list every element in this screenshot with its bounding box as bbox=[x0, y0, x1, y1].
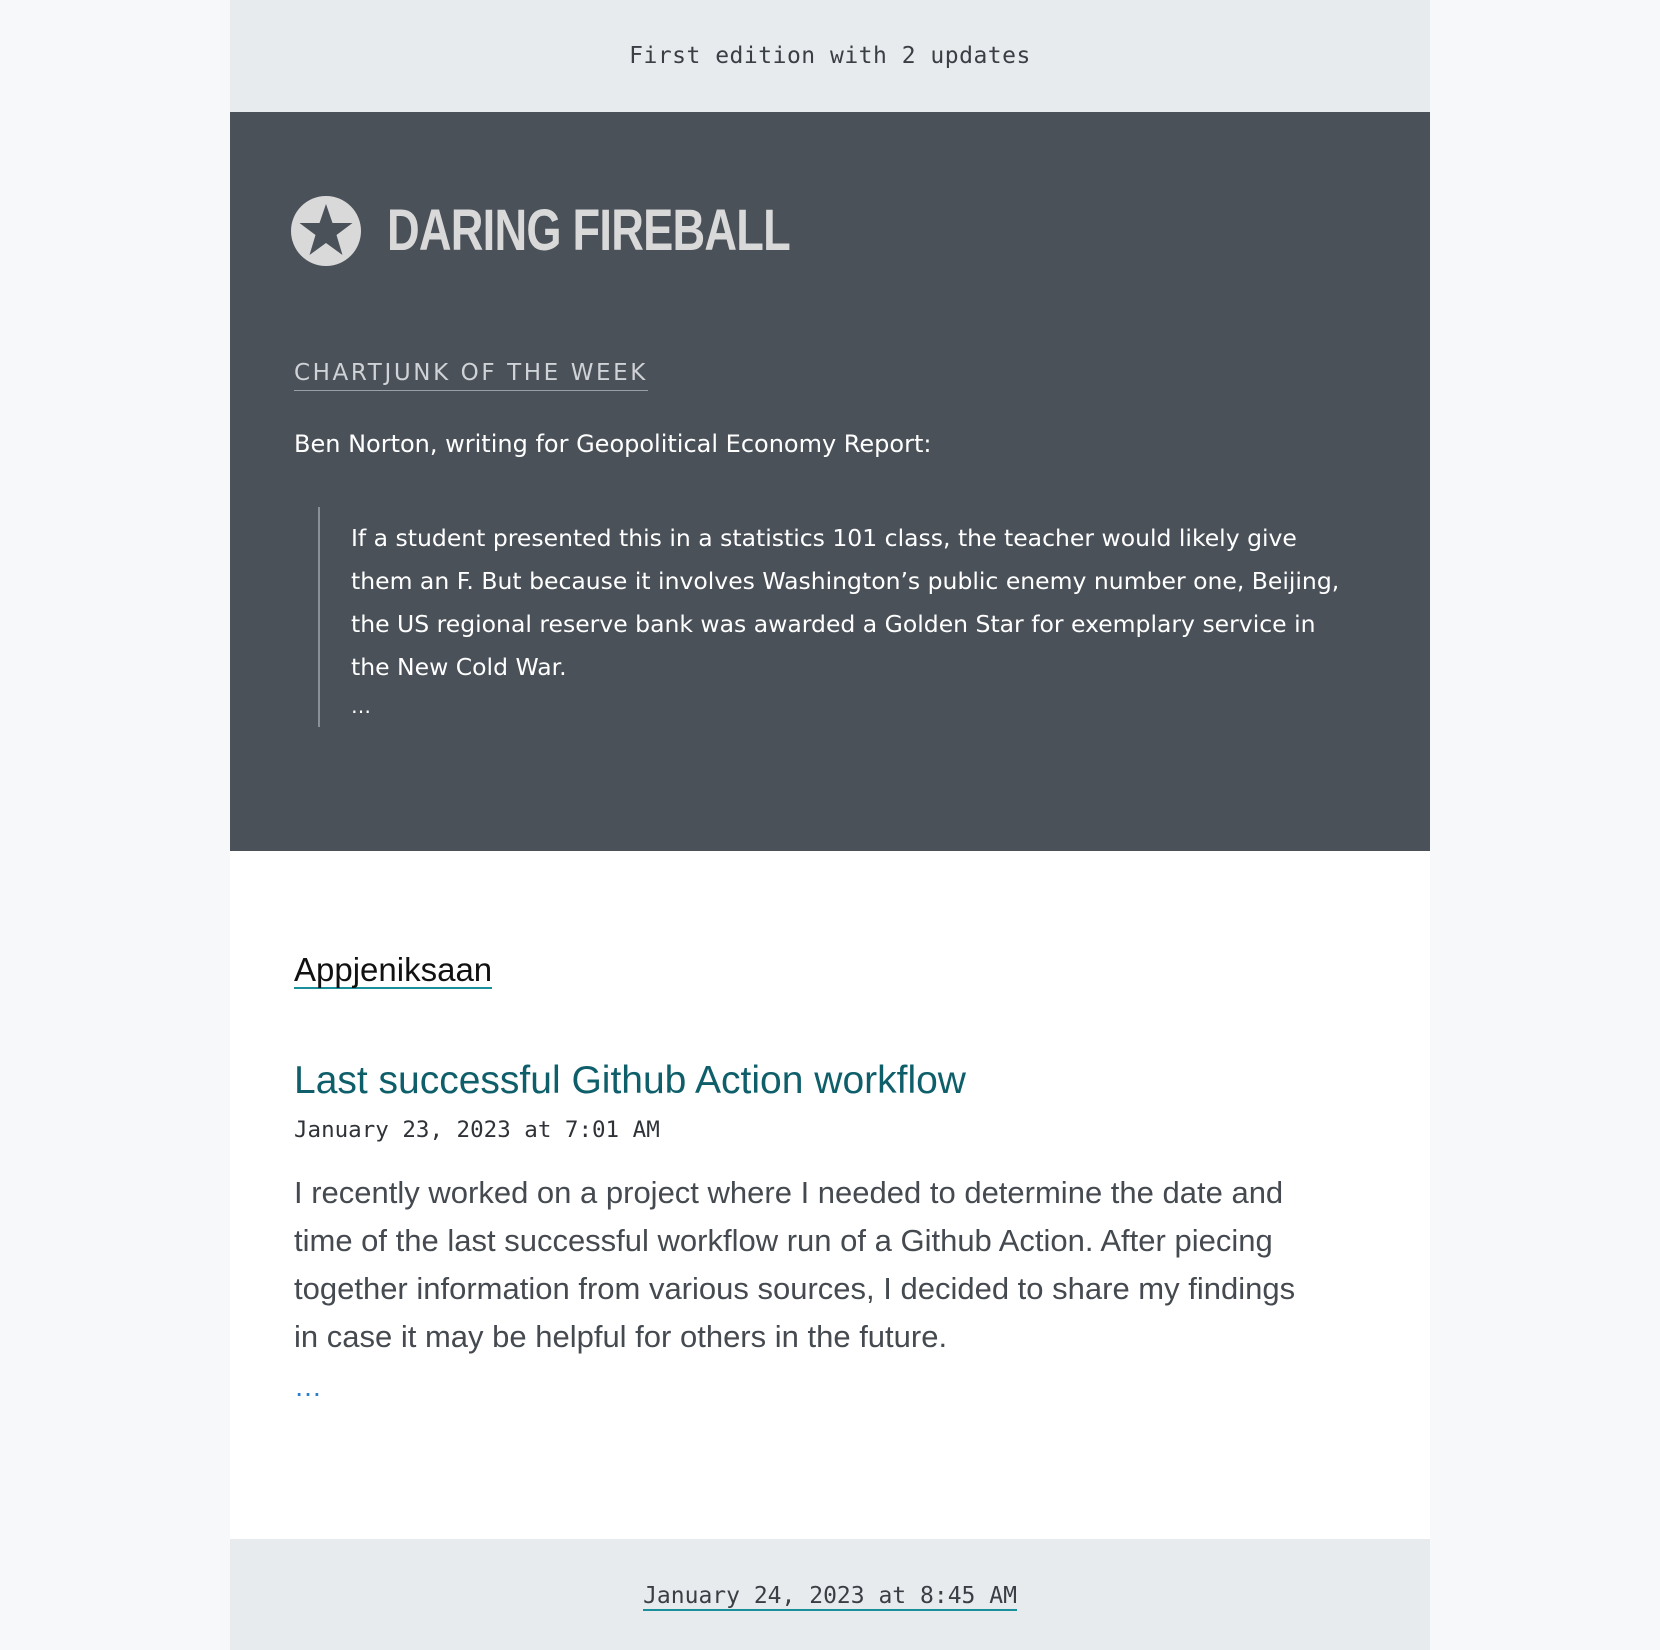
quote-line: the New Cold War. bbox=[351, 653, 567, 681]
footer-timestamp-link[interactable]: January 24, 2023 at 8:45 AM bbox=[643, 1582, 1017, 1609]
quote-line: them an F. But because it involves Washington’s public enemy number one, Beijing, bbox=[351, 567, 1340, 595]
star-circle-icon bbox=[291, 196, 361, 266]
post-date: January 23, 2023 at 7:01 AM bbox=[294, 1117, 660, 1143]
daring-fireball-logo[interactable] bbox=[291, 196, 904, 266]
intro-text: Ben Norton, writing for Geopolitical Economy Report: bbox=[294, 430, 932, 458]
logo-wordmark: DARING FIREBALL bbox=[387, 198, 790, 263]
post-section bbox=[230, 851, 1430, 1539]
post-body-line: together information from various sources, I decided to share my findings bbox=[294, 1271, 1296, 1306]
featured-section bbox=[230, 112, 1430, 851]
read-more-link[interactable]: … bbox=[294, 1371, 322, 1402]
post-title-link[interactable]: Last successful Github Action workflow bbox=[294, 1059, 966, 1102]
post-body-line: time of the last successful workflow run of a Github Action. After piecing bbox=[294, 1223, 1273, 1258]
post-body-line: I recently worked on a project where I needed to determine the date and bbox=[294, 1175, 1284, 1210]
quote-line: If a student presented this in a statistics 101 class, the teacher would likely give bbox=[351, 524, 1297, 552]
post-body bbox=[294, 1169, 1374, 1361]
edition-text: First edition with 2 updates bbox=[629, 43, 1031, 69]
post-body-line: in case it may be helpful for others in the future. bbox=[294, 1319, 948, 1354]
site-name-link[interactable]: Appjeniksaan bbox=[294, 951, 493, 988]
blockquote bbox=[318, 507, 1391, 727]
newsletter-column bbox=[230, 0, 1430, 1650]
footer-banner bbox=[230, 1539, 1430, 1650]
section-title-link[interactable]: CHARTJUNK OF THE WEEK bbox=[294, 360, 648, 391]
quote-ellipsis: … bbox=[351, 694, 371, 718]
edition-banner bbox=[230, 0, 1430, 112]
quote-line: the US regional reserve bank was awarded a Golden Star for exemplary service in bbox=[351, 610, 1316, 638]
